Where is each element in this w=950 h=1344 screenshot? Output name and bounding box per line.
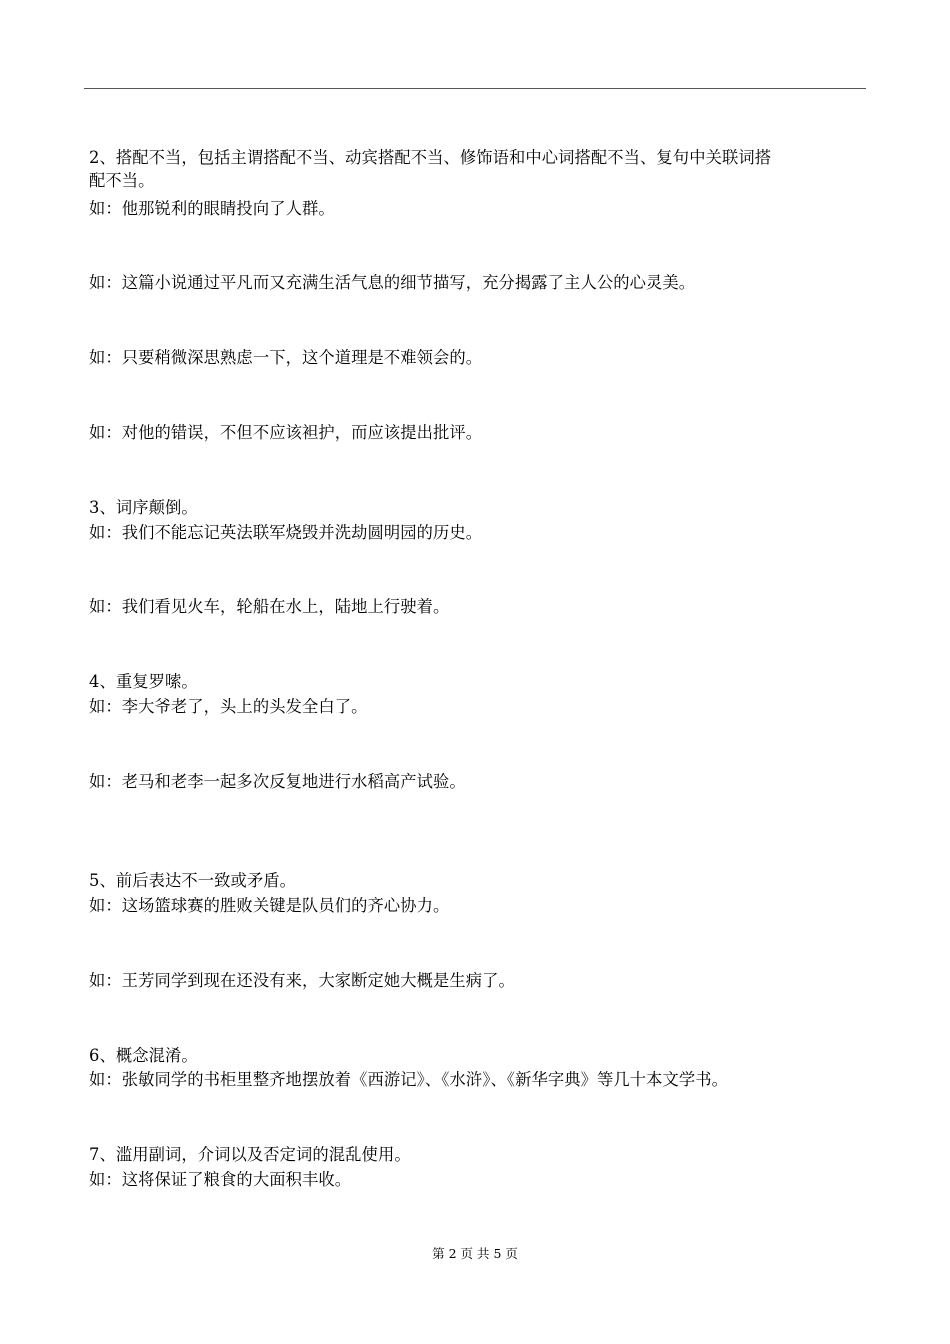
example-sentence: 如：只要稍微深思熟虑一下，这个道理是不难领会的。 bbox=[89, 348, 483, 367]
example-sentence: 如：我们不能忘记英法联军烧毁并洗劫圆明园的历史。 bbox=[89, 523, 483, 542]
example-sentence: 如：对他的错误，不但不应该袒护，而应该提出批评。 bbox=[89, 423, 483, 442]
example-sentence: 如：他那锐利的眼睛投向了人群。 bbox=[89, 199, 335, 218]
example-sentence: 如：老马和老李一起多次反复地进行水稻高产试验。 bbox=[89, 772, 466, 791]
section-heading-6: 6、概念混淆。 bbox=[89, 1046, 198, 1065]
section-heading-4: 4、重复罗嗦。 bbox=[89, 672, 198, 691]
section-heading-7: 7、滥用副词，介词以及否定词的混乱使用。 bbox=[89, 1145, 411, 1164]
example-sentence: 如：这场篮球赛的胜败关键是队员们的齐心协力。 bbox=[89, 896, 450, 915]
section-heading-2-continued: 配不当。 bbox=[89, 171, 155, 190]
section-heading-3: 3、词序颠倒。 bbox=[89, 498, 198, 517]
example-sentence: 如：我们看见火车，轮船在水上，陆地上行驶着。 bbox=[89, 597, 450, 616]
example-sentence: 如：这篇小说通过平凡而又充满生活气息的细节描写，充分揭露了主人公的心灵美。 bbox=[89, 273, 696, 292]
section-heading-2: 2、搭配不当，包括主谓搭配不当、动宾搭配不当、修饰语和中心词搭配不当、复句中关联词搭 bbox=[89, 148, 772, 167]
header-rule bbox=[84, 88, 866, 89]
example-sentence: 如：张敏同学的书柜里整齐地摆放着《西游记》、《水浒》、《新华字典》等几十本文学书。 bbox=[89, 1070, 729, 1089]
page-number-footer: 第 2 页 共 5 页 bbox=[432, 1246, 518, 1261]
example-sentence: 如：李大爷老了，头上的头发全白了。 bbox=[89, 697, 368, 716]
example-sentence: 如：王芳同学到现在还没有来，大家断定她大概是生病了。 bbox=[89, 971, 515, 990]
section-heading-5: 5、前后表达不一致或矛盾。 bbox=[89, 871, 297, 890]
example-sentence: 如：这将保证了粮食的大面积丰收。 bbox=[89, 1170, 352, 1189]
